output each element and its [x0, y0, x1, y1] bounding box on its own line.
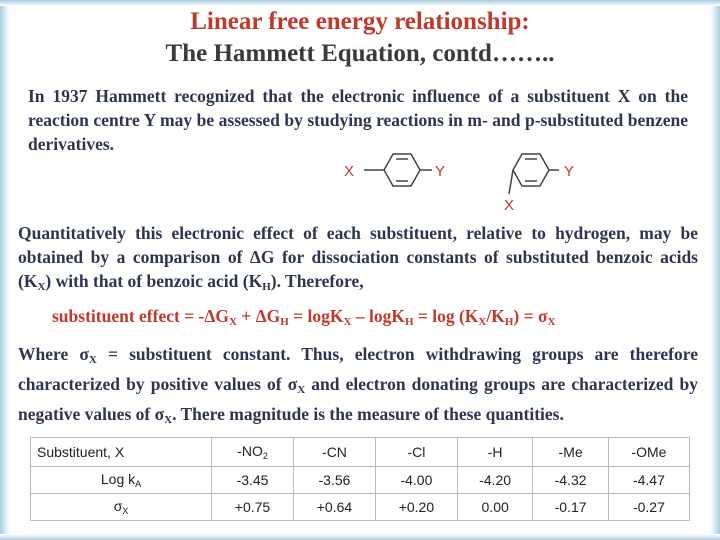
slide-subtitle: The Hammett Equation, contd……..: [165, 40, 555, 67]
meta-substituted-benzene-structure: [495, 144, 585, 216]
substituent-cell: -Cl: [375, 438, 457, 467]
value-cell: -4.47: [608, 467, 689, 494]
quantitative-paragraph: Quantitatively this electronic effect of each substituent, relative to hydrogen, may be obtained by a comparison of ΔG for dissociation constants of substituted benzoic acids $(K_X)$ with that of benzoic acid $(K_H)$. Therefore,: [18, 223, 698, 293]
meta-x-label: X: [503, 197, 515, 214]
value-cell: -4.00: [375, 467, 457, 494]
substituent-cell: -H: [457, 438, 532, 467]
value-cell: +0.75: [212, 494, 294, 521]
para-x-label: X: [343, 163, 355, 180]
substituent-constants-table: [30, 437, 690, 521]
table-row: [31, 438, 690, 467]
substituent-cell: $-NO_2$: [212, 438, 294, 467]
header-cell: Substituent, X: [31, 438, 212, 467]
slide-frame-left: [0, 0, 10, 540]
table-row: [31, 494, 690, 521]
value-cell: -3.56: [294, 467, 376, 494]
para-y-label: Y: [434, 163, 446, 180]
hammett-equation: substituent effect = $-\Delta G_X + \Delta G_H = \log K_X - \log K_H = \log (K_X/K_H) = \sigma_X$: [52, 306, 556, 328]
row-label-cell: $\sigma_X$: [31, 494, 212, 521]
value-cell: -0.27: [608, 494, 689, 521]
meta-y-label: Y: [563, 163, 575, 180]
sigma-paragraph: Where $\sigma_X$ = substituent constant. Thus, electron withdrawing groups are therefore characterized by positive values of $\sigma_X$ and electron donating groups are characterized by negative values of $\sigma_X$. There magnitude is the measure of these quantities.: [18, 344, 698, 426]
slide-frame-top: [0, 0, 720, 6]
table-row: [31, 467, 690, 494]
substituent-cell: -CN: [294, 438, 376, 467]
para-substituted-benzene-structure: [340, 144, 450, 196]
substituent-cell: -Me: [533, 438, 608, 467]
value-cell: +0.20: [375, 494, 457, 521]
value-cell: -4.32: [533, 467, 608, 494]
intro-paragraph: In 1937 Hammett recognized that the electronic influence of a substituent X on the reaction centre Y may be assessed by studying reactions in m- and p-substituted benzene derivatives.: [28, 86, 688, 154]
value-cell: -4.20: [457, 467, 532, 494]
value-cell: 0.00: [457, 494, 532, 521]
value-cell: +0.64: [294, 494, 376, 521]
slide-frame-right: [710, 0, 720, 540]
slide-frame-bottom: [0, 534, 720, 540]
slide-title: Linear free energy relationship:: [190, 8, 530, 35]
row-label-cell: Log $k_A$: [31, 467, 212, 494]
value-cell: -0.17: [533, 494, 608, 521]
substituent-cell: -OMe: [608, 438, 689, 467]
value-cell: -3.45: [212, 467, 294, 494]
